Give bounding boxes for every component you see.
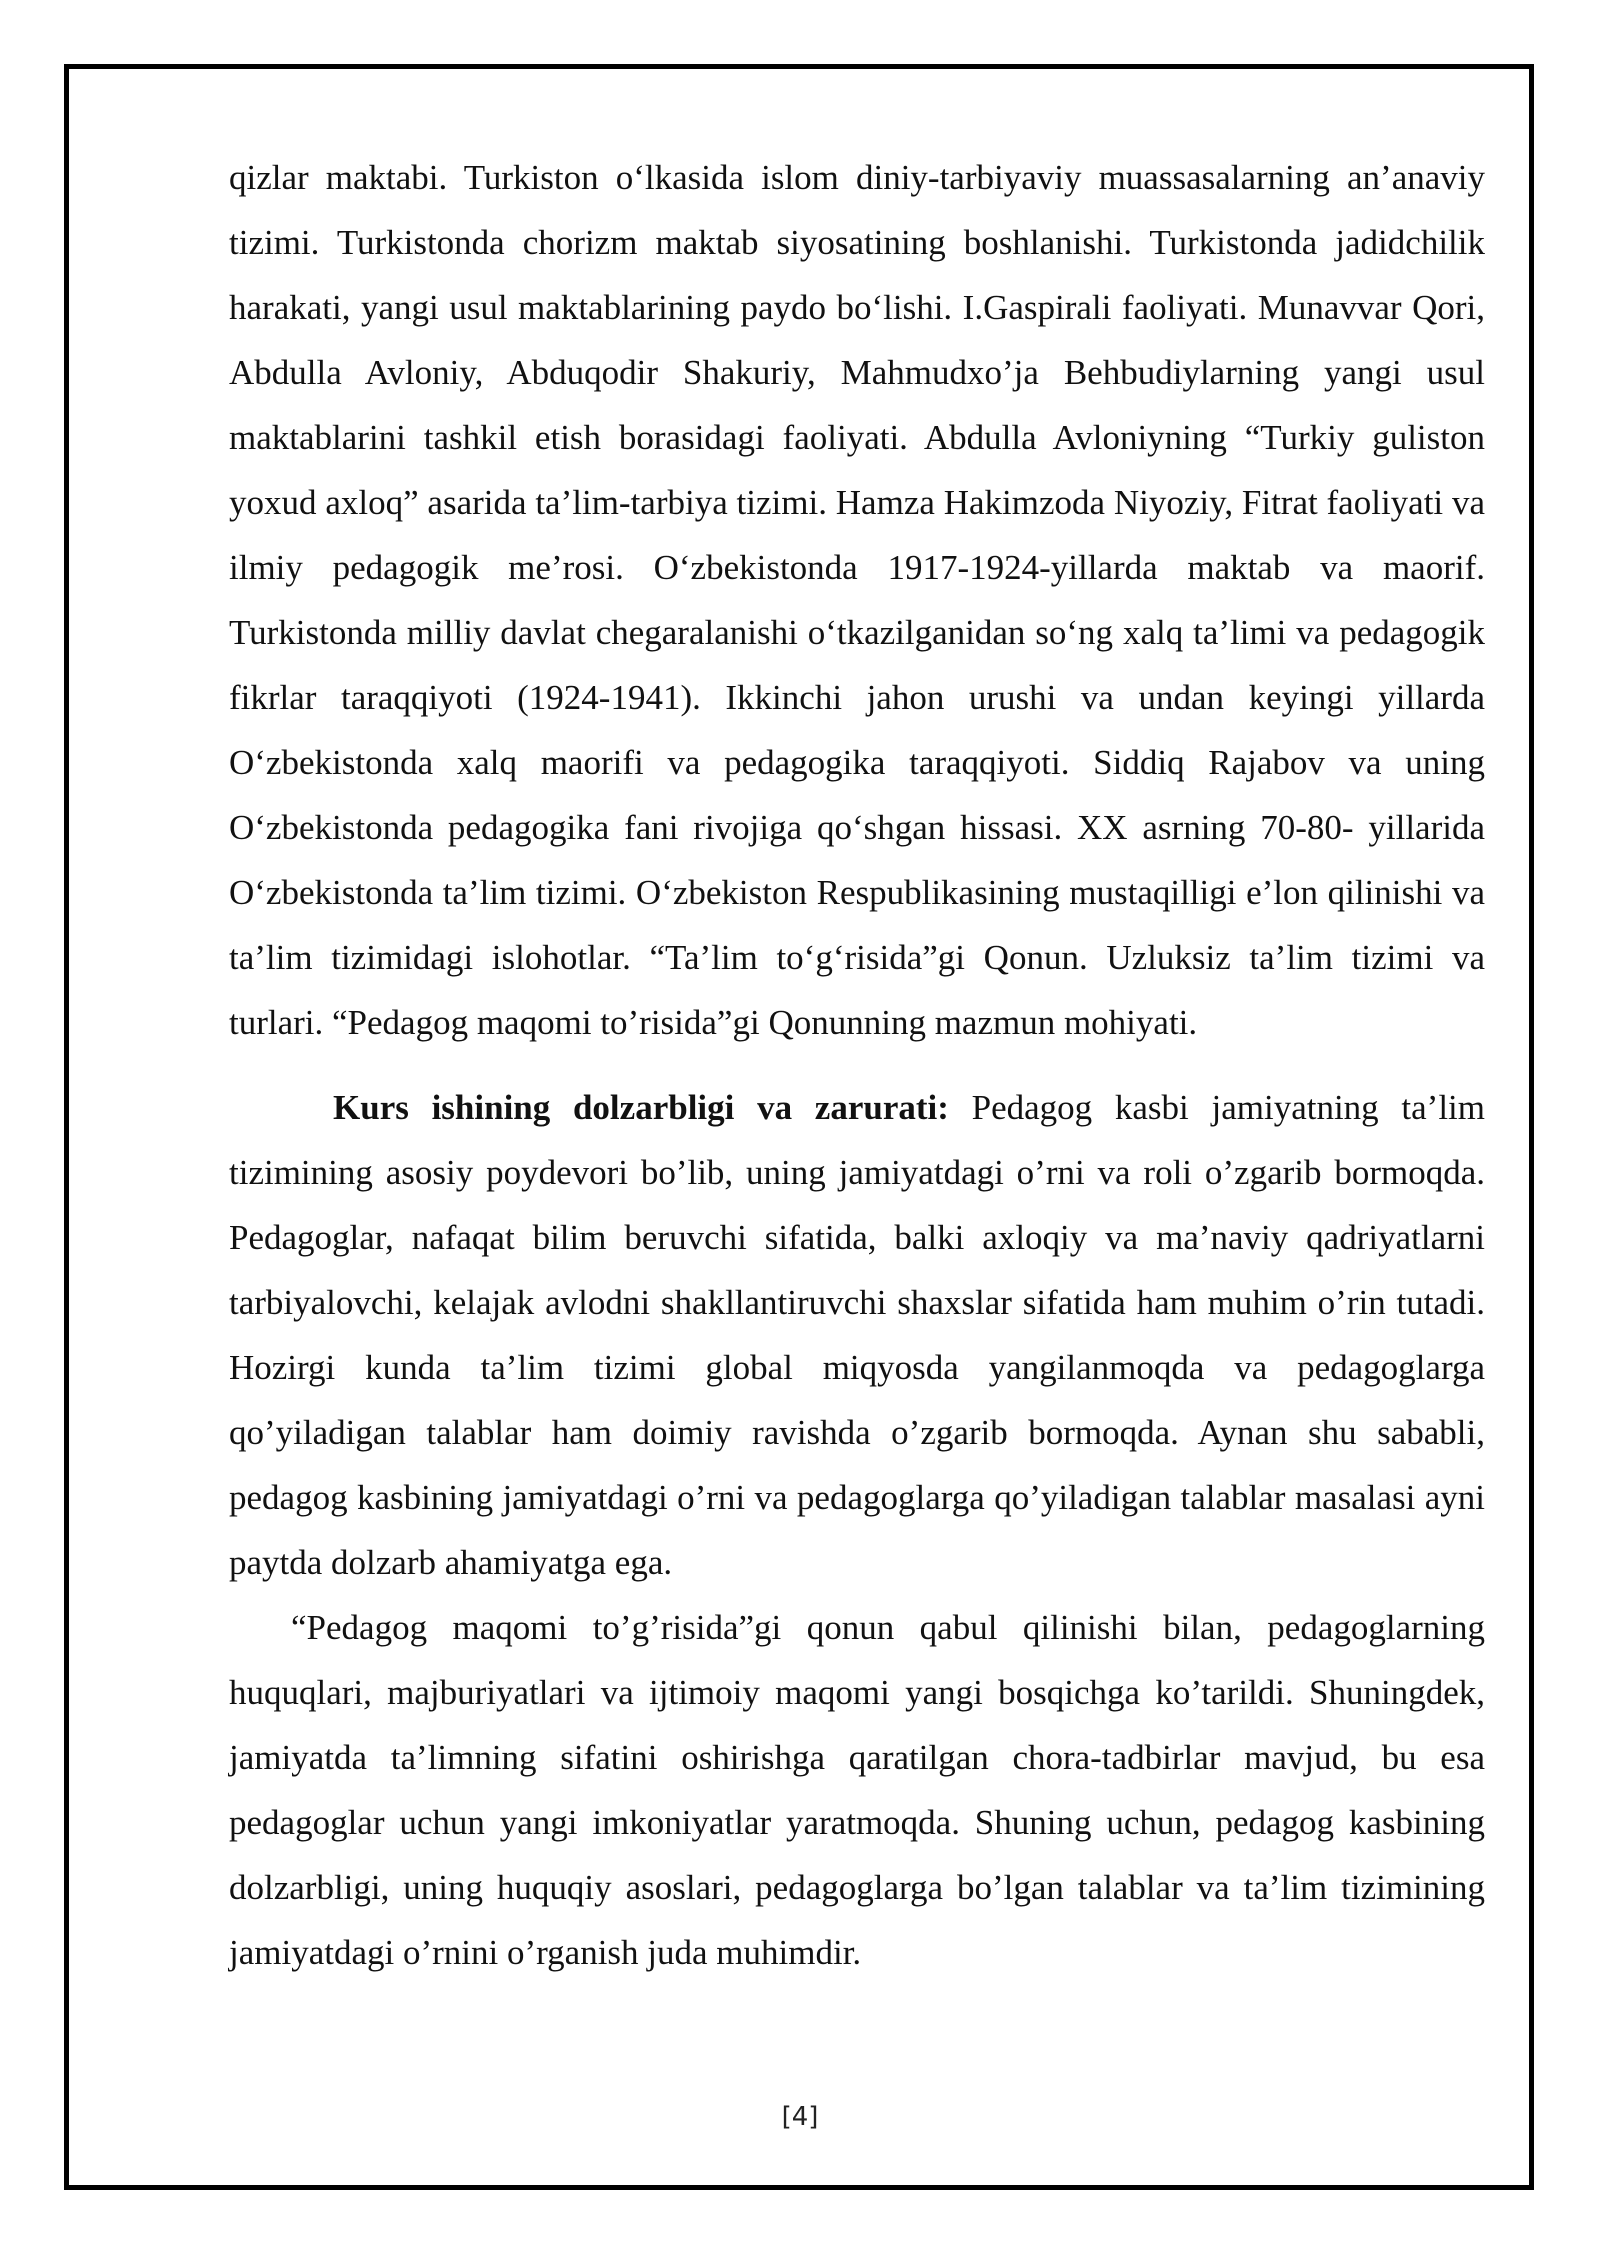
relevance-heading: Kurs ishining dolzarbligi va zarurati: [333, 1088, 949, 1127]
page-number: [4] [781, 2102, 819, 2132]
relevance-body: Pedagog kasbi jamiyatning ta’lim tizimining asosiy poydevori bo’lib, uning jamiyatdagi o’rni va roli o’zgarib bormoqda. Pedagoglar, nafaqat bilim beruvchi sifatida, balki axloqiy va ma’naviy qadriyatlarni tarbiyalovchi, kelajak avlodni shakllantiruvchi shaxslar sifatida ham muhim o’rin tutadi. Hozirgi kunda ta’lim tizimi global miqyosda yangilanmoqda va pedagoglarga qo’yiladigan talablar ham doimiy ravishda o’zgarib bormoqda. Aynan shu sababli, pedagog kasbining jamiyatdagi o’rni va pedagoglarga qo’yiladigan talablar masalasi ayni paytda dolzarb ahamiyatga ega. [229, 1088, 1485, 1582]
document-body [229, 145, 1485, 1985]
paragraph-relevance [229, 1075, 1485, 1595]
paragraph-teacher-status-law: “Pedagog maqomi to’g’risida”gi qonun qabul qilinishi bilan, pedagoglarning huquqlari, majburiyatlari va ijtimoiy maqomi yangi bosqichga ko’tarildi. Shuningdek, jamiyatda ta’limning sifatini oshirishga qaratilgan chora-tadbirlar mavjud, bu esa pedagoglar uchun yangi imkoniyatlar yaratmoqda. Shuning uchun, pedagog kasbining dolzarbligi, uning huquqiy asoslari, pedagoglarga bo’lgan talablar va ta’lim tizimining jamiyatdagi o’rnini o’rganish juda muhimdir. [229, 1608, 1485, 1972]
paragraph-topics-list: qizlar maktabi. Turkiston o‘lkasida islom diniy-tarbiyaviy muassasalarning an’anaviy tizimi. Turkistonda chorizm maktab siyosatining boshlanishi. Turkistonda jadidchilik harakati, yangi usul maktablarining paydo bo‘lishi. I.Gaspirali faoliyati. Munavvar Qori, Abdulla Avloniy, Abduqodir Shakuriy, Mahmudxo’ja Behbudiylarning yangi usul maktablarini tashkil etish borasidagi faoliyati. Abdulla Avloniyning “Turkiy guliston yoxud axloq” asarida ta’lim-tarbiya tizimi. Hamza Hakimzoda Niyoziy, Fitrat faoliyati va ilmiy pedagogik me’rosi. O‘zbekistonda 1917-1924-yillarda maktab va maorif. Turkistonda milliy davlat chegaralanishi o‘tkazilganidan so‘ng xalq ta’limi va pedagogik fikrlar taraqqiyoti (1924-1941). Ikkinchi jahon urushi va undan keyingi yillarda O‘zbekistonda xalq maorifi va pedagogika taraqqiyoti. Siddiq Rajabov va uning O‘zbekistonda pedagogika fani rivojiga qo‘shgan hissasi. XX asrning 70-80- yillarida O‘zbekistonda ta’lim tizimi. O‘zbekiston Respublikasining mustaqilligi e’lon qilinishi va ta’lim tizimidagi islohotlar. “Ta’lim to‘g‘risida”gi Qonun. Uzluksiz ta’lim tizimi va turlari. “Pedagog maqomi to’risida”gi Qonunning mazmun mohiyati. [229, 158, 1485, 1042]
